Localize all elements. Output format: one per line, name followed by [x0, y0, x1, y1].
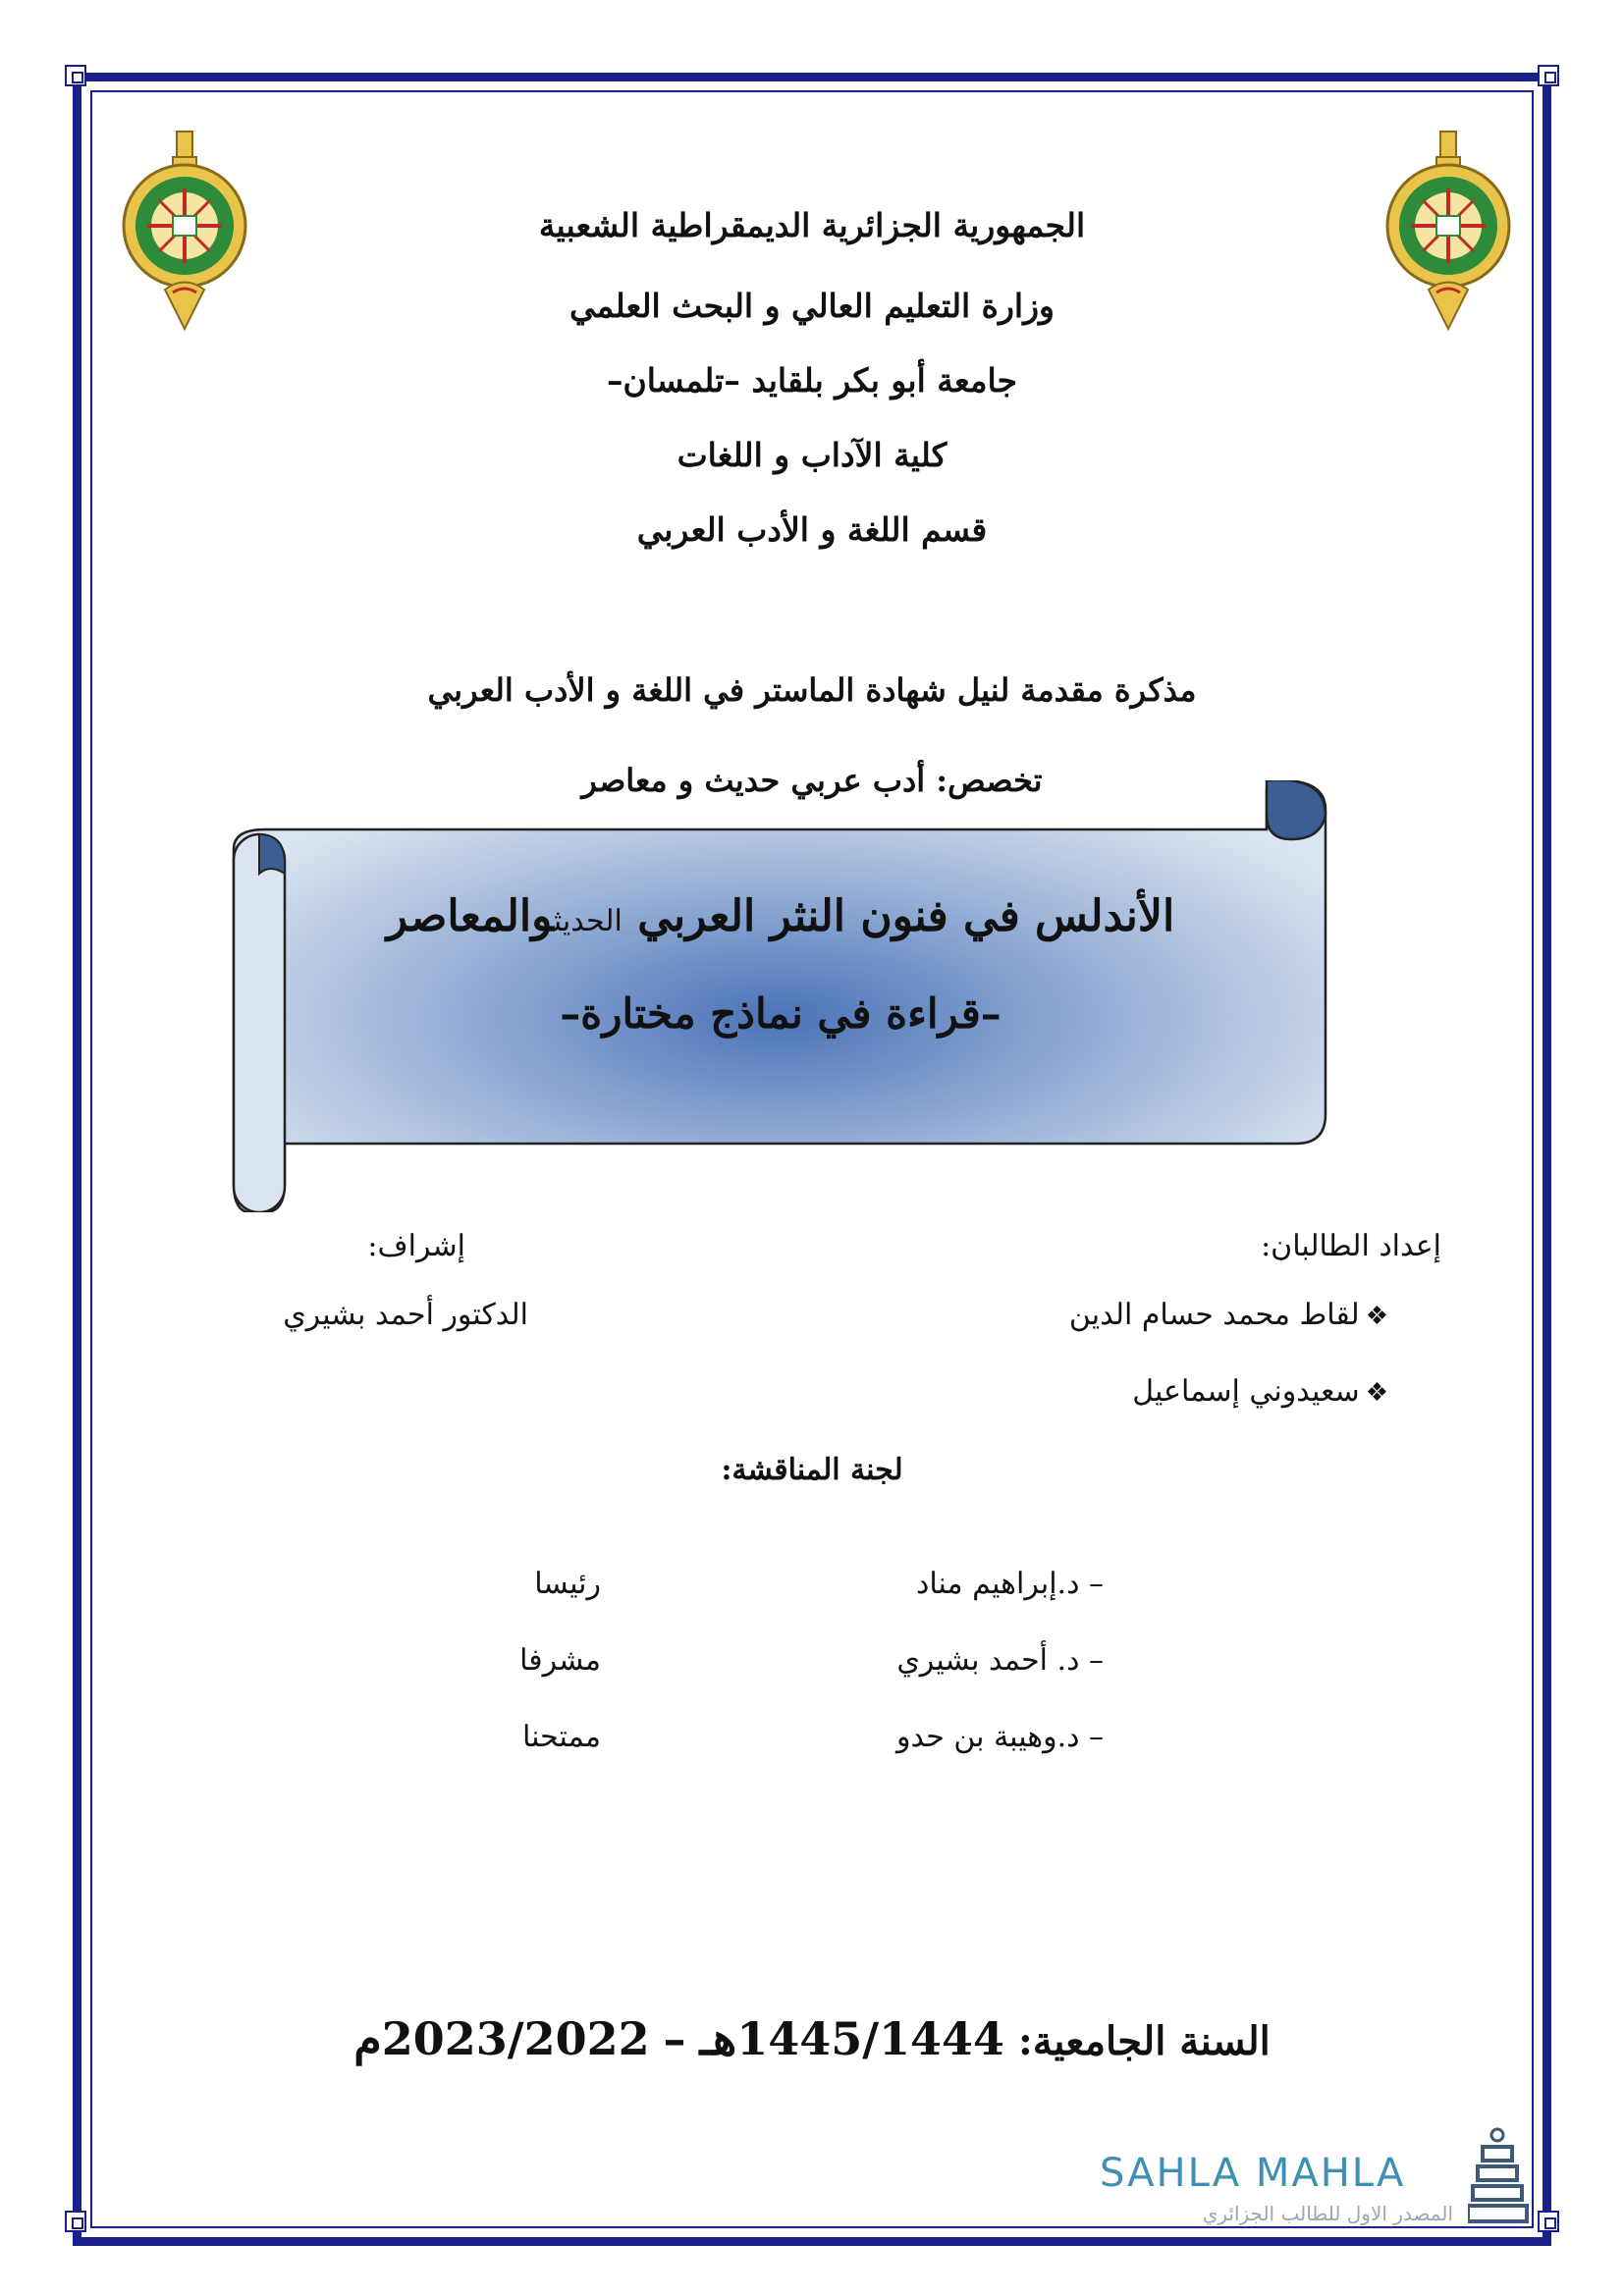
supervisor-name: الدكتور أحمد بشيري: [283, 1298, 528, 1332]
corner-ornament-top-right: [1538, 65, 1559, 86]
academic-year-dash: –: [663, 2012, 686, 2065]
thesis-title-part3: والمعاصر: [386, 891, 554, 941]
brand-tagline: المصدر الاول للطالب الجزائري: [1202, 2202, 1453, 2225]
corner-ornament-bottom-right: [1538, 2211, 1559, 2232]
brand-name: SAHLA MAHLA: [1100, 2151, 1406, 2196]
diamond-four-bullet-icon: ❖: [1365, 1302, 1388, 1331]
thesis-title-part2: الحديث: [553, 904, 623, 938]
supervision-label: إشراف:: [367, 1229, 465, 1263]
academic-year: [0, 2012, 1624, 2065]
brand-logo-icon: [1468, 2125, 1537, 2228]
prepared-by-label: إعداد الطالبان:: [1261, 1229, 1441, 1263]
committee-member-role: ممتحنا: [521, 1720, 601, 1754]
thesis-title: [226, 891, 1335, 941]
committee-member-name: – د. أحمد بشيري: [896, 1643, 1104, 1678]
thesis-title-part1: الأندلس في فنون النثر العربي: [637, 891, 1175, 941]
corner-ornament-bottom-left: [65, 2211, 86, 2232]
diamond-four-bullet-icon: ❖: [1365, 1378, 1388, 1408]
student-item-1: [1069, 1298, 1388, 1332]
academic-year-hijri: 1445/1444هـ: [699, 2012, 1005, 2065]
student-name: سعيدوني إسماعيل: [1132, 1374, 1360, 1409]
specialty: تخصص: أدب عربي حديث و معاصر: [581, 762, 1043, 799]
student-item-2: [1132, 1374, 1388, 1409]
republic-name: الجمهورية الجزائرية الديمقراطية الشعبية: [538, 206, 1086, 244]
committee-member-name: – د.إبراهيم مناد: [915, 1567, 1104, 1601]
committee-member-name: – د.وهيبة بن حدو: [896, 1720, 1104, 1754]
corner-ornament-top-left: [65, 65, 86, 86]
thesis-subtitle: –قراءة في نماذج مختارة–: [560, 989, 1001, 1038]
department-name: قسم اللغة و الأدب العربي: [636, 510, 988, 549]
committee-member-role: رئيسا: [534, 1567, 601, 1601]
faculty-name: كلية الآداب و اللغات: [677, 436, 947, 474]
student-name: لقاط محمد حسام الدين: [1068, 1298, 1360, 1332]
ministry-name: وزارة التعليم العالي و البحث العلمي: [569, 287, 1055, 325]
memo-description: مذكرة مقدمة لنيل شهادة الماستر في اللغة و الأدب العربي: [427, 671, 1197, 709]
committee-member-role: مشرفا: [519, 1643, 601, 1678]
university-name: جامعة أبو بكر بلقايد –تلمسان–: [607, 361, 1017, 400]
academic-year-gregorian: 2023/2022م: [353, 2012, 650, 2065]
committee-title: لجنة المناقشة:: [721, 1453, 903, 1487]
sahla-mahla-watermark: [1100, 2145, 1473, 2233]
academic-year-label: السنة الجامعية:: [1018, 2018, 1271, 2064]
